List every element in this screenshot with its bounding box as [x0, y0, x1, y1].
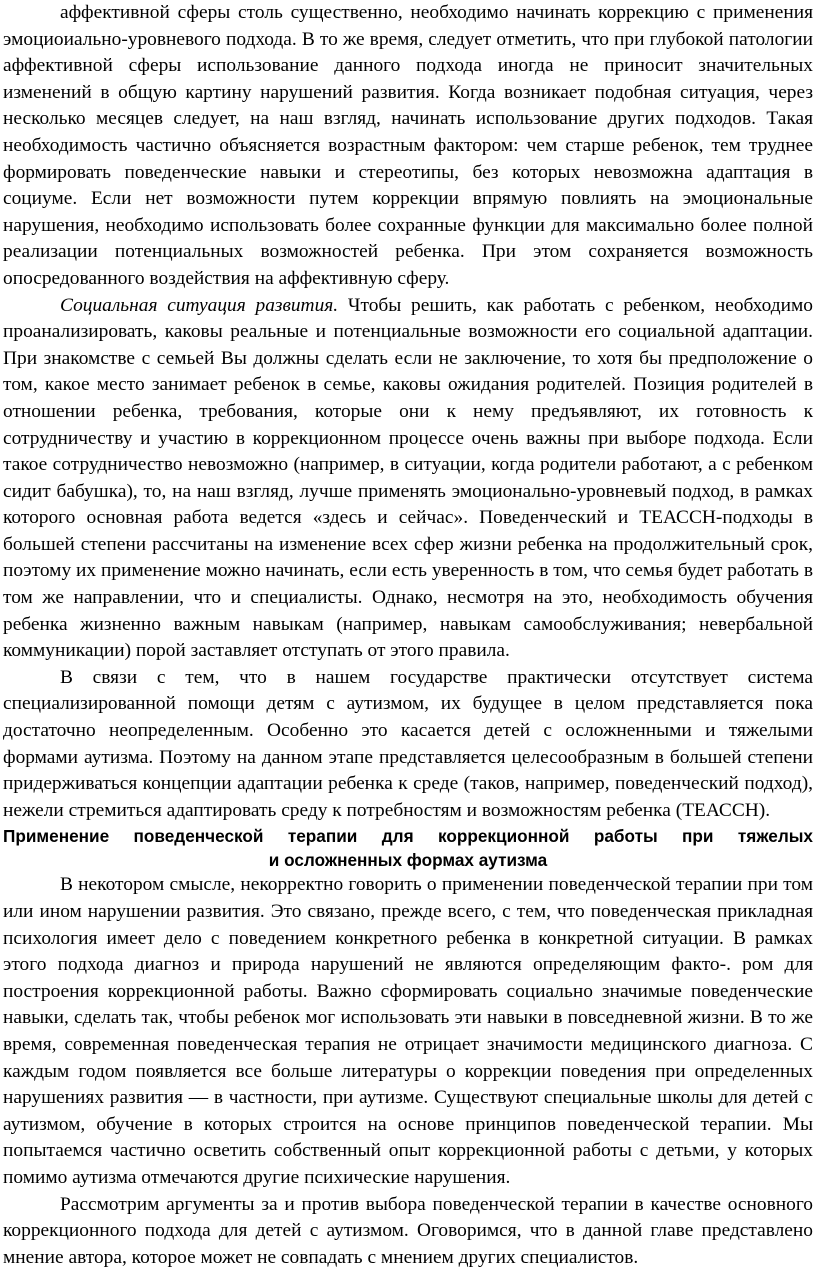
section-heading [3, 824, 813, 872]
section-heading-line-1: Применение поведенческой терапии для коррекционной работы при тяжелых [3, 826, 813, 847]
paragraph-social-situation [3, 293, 813, 665]
paragraph-behavioral-therapy: В некотором смысле, некорректно говорить о применении поведенческой терапии при том или ином нарушении развития. Это связано, прежде всего, с тем, что поведенческая прикладная психология имеет дело с поведением конкретного ребенка в конкретной ситуации. В рамках этого подхода диагноз и природа нарушений не являются определяющим факто-. ром для построения коррекционной работы. Важно сформировать социально значимые поведенческие навыки, сделать так, чтобы ребенок мог использовать эти навыки в повседневной жизни. В то же время, современная поведенческая терапия не отрицает значимости медицинского диагноза. С каждым годом появляется все больше литературы о коррекции поведения при определенных нарушениях развития — в частности, при аутизме. Существуют специальные школы для детей с аутизмом, обучение в которых строится на основе принципов поведенческой терапии. Мы попытаемся частично осветить собственный опыт коррекционной работы с детьми, у которых помимо аутизма отмечаются другие психические нарушения. [3, 874, 813, 1188]
section-heading-line-2: и осложненных формах аутизма [268, 850, 548, 871]
paragraph-state-support: В связи с тем, что в нашем государстве практически отсутствует система специализированной помощи детям с аутизмом, их будущее в целом представляется пока достаточно неопределенным. Особенно это касается детей с осложненными и тяжелыми формами аутизма. Поэтому на данном этапе представляется целесообразным в большей степени придерживаться концепции адаптации ребенка к среде (таков, например, поведенческий подход), нежели стремиться адаптировать среду к потребностям и возможностям ребенка (ТЕАССН). [3, 666, 813, 821]
paragraph-lead-italic: Социальная ситуация развития. [60, 294, 339, 316]
paragraph-affective-sphere: аффективной сферы столь существенно, необходимо начинать коррекцию с применения эмоциоиально-уровневого подхода. В то же время, следует отметить, что при глубокой патологии аффективной сферы использование данного подхода иногда не приносит значительных изменений в общую картину нарушений развития. Когда возникает подобная ситуация, через несколько месяцев следует, на наш взгляд, начинать использование других подходов. Такая необходимость частично объясняется возрастным фактором: чем старше ребенок, тем труднее формировать поведенческие навыки и стереотипы, без которых невозможна адаптация в социуме. Если нет возможности путем коррекции впрямую повлиять на эмоциональные нарушения, необходимо использовать более сохранные функции для максимально более полной реализации потенциальных возможностей ребенка. При этом сохраняется возможность опосредованного воздействия на аффективную сферу. [3, 2, 813, 289]
paragraph-arguments: Рассмотрим аргументы за и против выбора поведенческой терапии в качестве основного коррекционного подхода для детей с аутизмом. Оговоримся, что в данной главе представлено мнение автора, которое может не совпадать с мнением других специалистов. [3, 1193, 813, 1268]
paragraph-body: Чтобы решить, как работать с ребенком, необходимо проанализировать, каковы реальные и потенциальные возможности его социальной адаптации. При знакомстве с семьей Вы должны сделать если не заключение, то хотя бы предположение о том, какое место занимает ребенок в семье, каковы ожидания родителей. Позиция родителей в отношении ребенка, требования, которые они к нему предъявляют, их готовность к сотрудничеству и участию в коррекционном процессе очень важны при выборе подхода. Если такое сотрудничество невозможно (например, в ситуации, когда родители работают, а с ребенком сидит бабушка), то, на наш взгляд, лучше применять эмоционально-уровневый подход, в рамках которого основная работа ведется «здесь и сейчас». Поведенческий и ТЕАССН-подходы в большей степени рассчитаны на изменение всех сфер жизни ребенка на продолжительный срок, поэтому их применение можно начинать, если есть уверенность в том, что семья будет работать в том же направлении, что и специалисты. Однако, несмотря на это, необходимость обучения ребенка жизненно важным навыкам (например, навыкам самообслуживания; невербальной коммуникации) порой заставляет отступать от этого правила. [3, 294, 813, 662]
